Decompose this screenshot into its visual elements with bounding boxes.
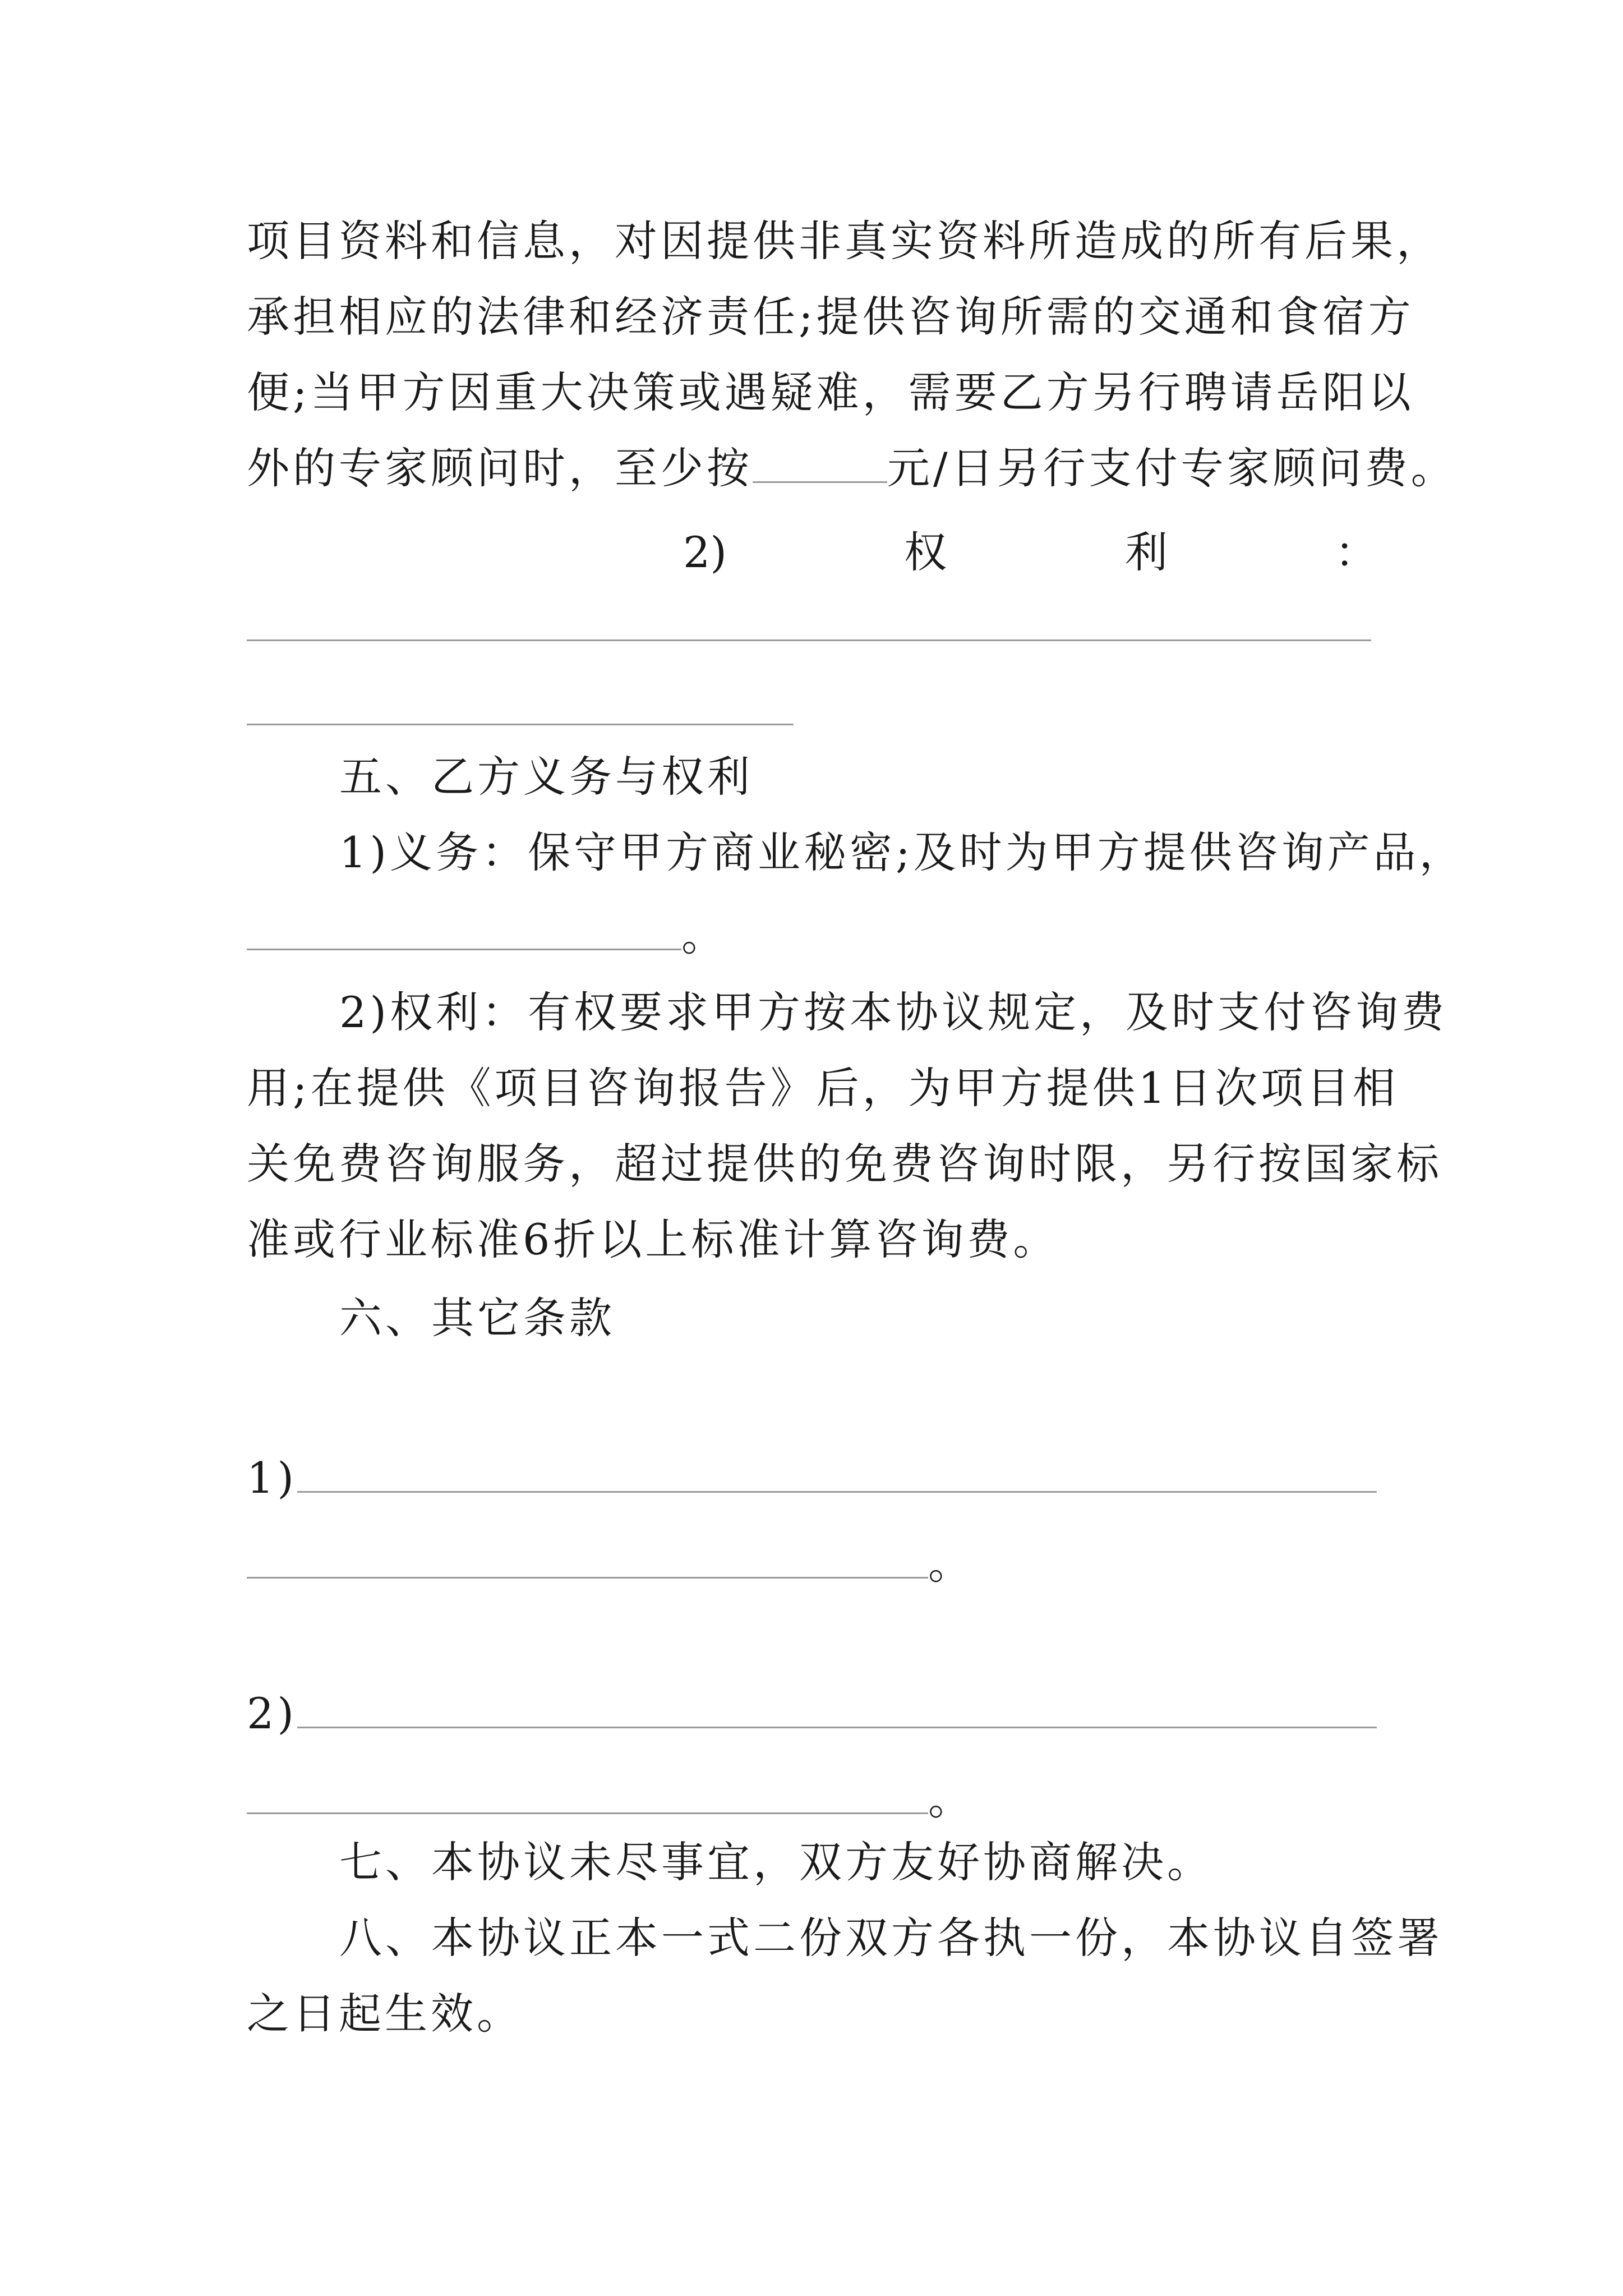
rights-char: 权 xyxy=(904,527,947,577)
section-heading: 六、其它条款 xyxy=(339,1293,615,1343)
paragraph-line: 八、本协议正本一式二份双方各执一份，本协议自签署 xyxy=(339,1913,1443,1963)
paragraph-line: 便;当甲方因重大决策或遇疑难，需要乙方另行聘请岳阳以 xyxy=(247,367,1414,417)
paragraph-line: 2)权利：有权要求甲方按本协议规定，及时支付咨询费 xyxy=(339,987,1448,1037)
section-heading: 五、乙方义务与权利 xyxy=(339,752,753,802)
fill-in-blank xyxy=(247,1773,928,1814)
text-segment: 元/日另行支付专家顾问费。 xyxy=(887,443,1457,493)
paragraph-line: 之日起生效。 xyxy=(247,1989,523,2039)
paragraph-line: 关免费咨询服务，超过提供的免费咨询时限，另行按国家标 xyxy=(247,1139,1442,1189)
blank-line xyxy=(247,724,794,725)
paragraph-line: 承担相应的法律和经济责任;提供咨询所需的交通和食宿方 xyxy=(247,292,1414,342)
paragraph-line: 项目资料和信息，对因提供非真实资料所造成的所有后果， xyxy=(247,216,1442,266)
item-number: 1) xyxy=(247,1453,298,1503)
paragraph-line: 用;在提供《项目咨询报告》后，为甲方提供1日次项目相 xyxy=(247,1063,1399,1113)
paragraph-line xyxy=(247,435,1457,502)
paragraph-line: 七、本协议未尽事宜，双方友好协商解决。 xyxy=(339,1837,1213,1887)
paragraph-line xyxy=(247,902,1380,969)
fill-in-blank xyxy=(297,1452,1377,1493)
text-segment: 。 xyxy=(928,1539,974,1589)
paragraph-line xyxy=(247,1766,1380,1833)
paragraph-line xyxy=(247,1530,1380,1598)
rights-colon: ： xyxy=(1335,527,1377,577)
rights-number: 2) xyxy=(683,527,727,577)
paragraph-line: 准或行业标准6折以上标准计算咨询费。 xyxy=(247,1214,1059,1264)
fill-in-blank xyxy=(297,1687,1377,1728)
paragraph-line xyxy=(247,1444,1380,1512)
blank-line xyxy=(247,639,1371,641)
text-segment: 。 xyxy=(928,1774,974,1824)
item-number: 2) xyxy=(247,1688,298,1738)
rights-char: 利 xyxy=(1125,527,1168,577)
text-segment: 外的专家顾问时，至少按 xyxy=(247,443,753,493)
text-segment: 。 xyxy=(681,910,727,960)
fill-in-blank xyxy=(247,1538,928,1579)
fill-in-blank xyxy=(753,442,887,483)
fill-in-blank xyxy=(247,909,681,950)
paragraph-line xyxy=(247,1680,1380,1747)
paragraph-line: 1)义务：保守甲方商业秘密;及时为甲方提供咨询产品， xyxy=(339,827,1465,877)
